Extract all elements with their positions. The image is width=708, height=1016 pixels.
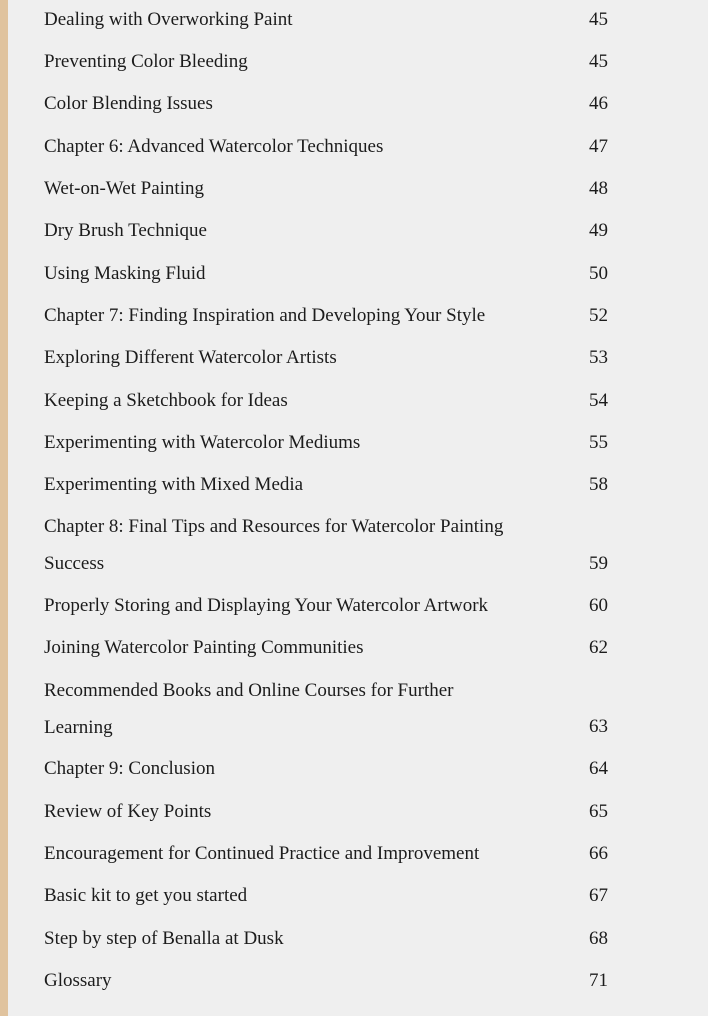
toc-entry-page: 52 [589, 305, 608, 326]
toc-entry-title: Chapter 6: Advanced Watercolor Techniques [44, 136, 384, 157]
toc-entry-title: Chapter 9: Conclusion [44, 758, 215, 779]
toc-entry-title: Using Masking Fluid [44, 263, 206, 284]
toc-entry-page: 49 [589, 220, 608, 241]
toc-entry[interactable] [44, 638, 608, 658]
toc-entry[interactable] [44, 348, 608, 368]
toc-entry-title: Chapter 7: Finding Inspiration and Developing Your Style [44, 305, 486, 326]
toc-entry[interactable] [44, 264, 608, 284]
toc-entry-page: 46 [589, 93, 608, 114]
toc-entry-page: 65 [589, 801, 608, 822]
toc-entry[interactable] [44, 94, 608, 114]
toc-entry[interactable] [44, 433, 608, 453]
toc-entry-page: 59 [589, 553, 608, 574]
toc-entry-title: Joining Watercolor Painting Communities [44, 637, 364, 658]
toc-entry-title: Review of Key Points [44, 801, 212, 822]
toc-entry-page: 55 [589, 432, 608, 453]
toc-entry-title: Exploring Different Watercolor Artists [44, 347, 337, 368]
toc-entry-page: 48 [589, 178, 608, 199]
toc-entry-page: 58 [589, 474, 608, 495]
toc-entry-page: 45 [589, 51, 608, 72]
toc-entry-page: 71 [589, 970, 608, 991]
toc-entry-title: Color Blending Issues [44, 93, 213, 114]
toc-entry-title: Experimenting with Watercolor Mediums [44, 432, 361, 453]
toc-entry-page: 53 [589, 347, 608, 368]
toc-entry-title: Glossary [44, 970, 112, 991]
toc-entry-page: 63 [589, 716, 608, 737]
toc-entry[interactable] [44, 971, 608, 991]
toc-entry-title: Preventing Color Bleeding [44, 51, 248, 72]
toc-entry-page: 64 [589, 758, 608, 779]
toc-entry-page: 50 [589, 263, 608, 284]
toc-entry[interactable] [44, 517, 608, 574]
toc-entry[interactable] [44, 802, 608, 822]
toc-entry-page: 60 [589, 595, 608, 616]
toc-entry-title: Keeping a Sketchbook for Ideas [44, 390, 288, 411]
toc-entry-title: Experimenting with Mixed Media [44, 474, 304, 495]
toc-entry-title: Dealing with Overworking Paint [44, 9, 293, 30]
toc-entry-page: 47 [589, 136, 608, 157]
toc-entry[interactable] [44, 475, 608, 495]
toc-entry[interactable] [44, 596, 608, 616]
toc-entry[interactable] [44, 759, 608, 779]
toc-entry[interactable] [44, 929, 608, 949]
toc-entry-title: Chapter 8: Final Tips and Resources for Watercolor Painting Success [44, 516, 504, 574]
toc-entry-page: 67 [589, 885, 608, 906]
toc-entry-title: Step by step of Benalla at Dusk [44, 928, 284, 949]
toc-entry[interactable] [44, 306, 608, 326]
toc-entry-page: 45 [589, 9, 608, 30]
toc-entry[interactable] [44, 681, 608, 737]
toc-entry-page: 66 [589, 843, 608, 864]
toc-entry-title: Basic kit to get you started [44, 885, 248, 906]
toc-entry-page: 62 [589, 637, 608, 658]
toc-entry-title: Dry Brush Technique [44, 220, 207, 241]
toc-entry[interactable] [44, 221, 608, 241]
toc-entry-title: Wet-on-Wet Painting [44, 178, 204, 199]
toc-entry-title: Encouragement for Continued Practice and Improvement [44, 843, 480, 864]
toc-entry[interactable] [44, 886, 608, 906]
toc-entry-title: Properly Storing and Displaying Your Watercolor Artwork [44, 595, 489, 616]
toc-entry[interactable] [44, 137, 608, 157]
toc-entry[interactable] [44, 10, 608, 30]
toc-entry-page: 54 [589, 390, 608, 411]
toc-entry-title: Recommended Books and Online Courses for Further Learning [44, 680, 454, 738]
toc-entry[interactable] [44, 52, 608, 72]
toc-entry[interactable] [44, 179, 608, 199]
toc-entry-page: 68 [589, 928, 608, 949]
toc-entry[interactable] [44, 844, 608, 864]
toc-entry[interactable] [44, 391, 608, 411]
